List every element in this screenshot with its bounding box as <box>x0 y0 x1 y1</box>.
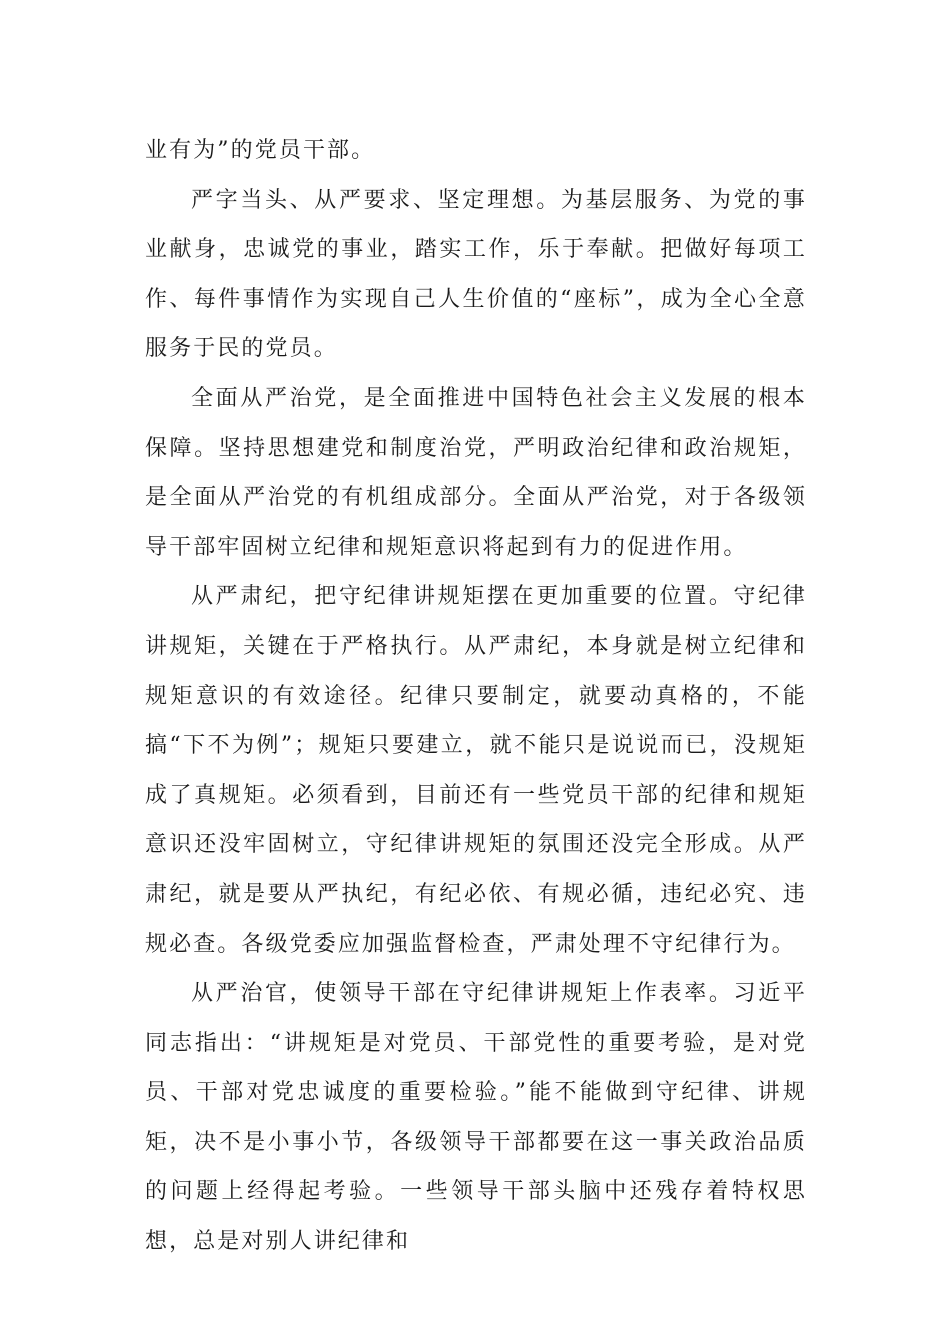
document-body <box>145 126 807 1267</box>
paragraph-continued: 业有为”的党员干部。 <box>145 138 376 163</box>
paragraph: 从严治官，使领导干部在守纪律讲规矩上作表率。习近平同志指出：“讲规矩是对党员、干部党性的重要考验，是对党员、干部对党忠诚度的重要检验。”能不能做到守纪律、讲规矩，决不是小事小节，各级领导干部都要在这一事关政治品质的问题上经得起考验。一些领导干部头脑中还残存着特权思想，总是对别人讲纪律和 <box>145 981 807 1255</box>
paragraph: 严字当头、从严要求、坚定理想。为基层服务、为党的事业献身，忠诚党的事业，踏实工作，乐于奉献。把做好每项工作、每件事情作为实现自己人生价值的“座标”，成为全心全意服务于民的党员。 <box>145 187 807 362</box>
paragraph: 全面从严治党，是全面推进中国特色社会主义发展的根本保障。坚持思想建党和制度治党，严明政治纪律和政治规矩，是全面从严治党的有机组成部分。全面从严治党，对于各级领导干部牢固树立纪律和规矩意识将起到有力的促进作用。 <box>145 385 807 560</box>
paragraph: 从严肃纪，把守纪律讲规矩摆在更加重要的位置。守纪律讲规矩，关键在于严格执行。从严肃纪，本身就是树立纪律和规矩意识的有效途径。纪律只要制定，就要动真格的，不能搞“下不为例”；规矩只要建立，就不能只是说说而已，没规矩成了真规矩。必须看到，目前还有一些党员干部的纪律和规矩意识还没牢固树立，守纪律讲规矩的氛围还没完全形成。从严肃纪，就是要从严执纪，有纪必依、有规必循，违纪必究、违规必查。各级党委应加强监督检查，严肃处理不守纪律行为。 <box>145 584 807 957</box>
